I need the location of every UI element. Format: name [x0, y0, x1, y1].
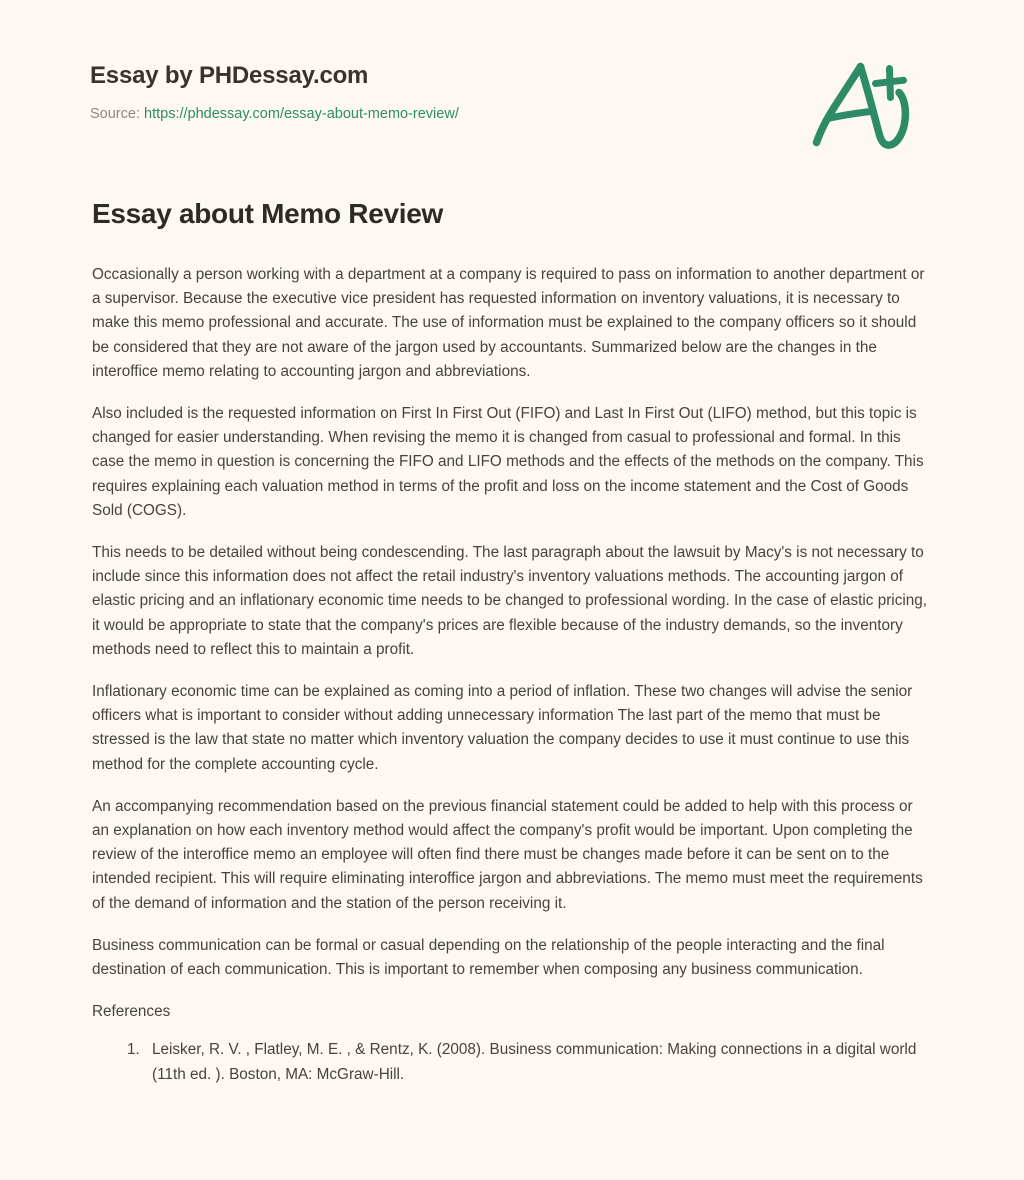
body-paragraph: Business communication can be formal or casual depending on the relationship of the people interacting and the final destination of each communication. This is important to remember when composing any business communication.: [92, 936, 885, 979]
references-heading: References: [92, 1003, 171, 1021]
body-paragraph: Inflationary economic time can be explained as coming into a period of inflation. These two changes will advise the senior officers what is important to consider without adding unnecessary information The last part of the memo that must be stressed is the law that state no matter which inventory valuation the company decides to use it must continue to use this method for the complete accounting cycle.: [92, 683, 913, 773]
body-paragraph: An accompanying recommendation based on the previous financial statement could be added to help with this process or an explanation on how each inventory method would affect the company's profit would be important. Upon completing the review of the interoffice memo an employee will often find there must be changes made before it can be sent on to the intended recipient. This will require eliminating interoffice jargon and abbreviations. The memo must meet the requirements of the demand of information and the station of the person receiving it.: [92, 797, 923, 912]
source-label: Source:: [90, 105, 140, 122]
document-body: [0, 196, 1024, 1091]
page-header: [0, 0, 1024, 152]
a-plus-handwritten-logo-icon: [802, 56, 920, 152]
reference-item: 1. Leisker, R. V. , Flatley, M. E. , & Rentz, K. (2008). Business communication: Making connections in a digital world (11th ed. ). Boston, MA: McGraw-Hill.: [144, 1038, 932, 1086]
page-title: Essay about Memo Review: [92, 198, 444, 229]
body-paragraph: This needs to be detailed without being condescending. The last paragraph about the lawsuit by Macy's is not necessary to include since this information does not affect the retail industry's inventory valuations methods. The accounting jargon of elastic pricing and an inflationary economic time needs to be changed to professional wording. In the case of elastic pricing, it would be appropriate to state that the company's prices are flexible because of the industry demands, so the inventory methods need to reflect this to maintain a profit.: [92, 544, 928, 658]
brand-title: Essay by PHDessay.com: [90, 62, 369, 89]
brand-block: [90, 62, 459, 124]
body-paragraph: Occasionally a person working with a department at a company is required to pass on information to another department or a supervisor. Because the executive vice president has requested information on inventory valuations, it is necessary to make this memo professional and accurate. The use of information must be explained to the company officers so it should be considered that they are not aware of the jargon used by accountants. Summarized below are the changes in the interoffice memo relating to accounting jargon and abbreviations.: [92, 266, 925, 380]
source-url-link[interactable]: https://phdessay.com/essay-about-memo-review/: [144, 105, 459, 122]
source-line: [90, 105, 459, 124]
references-list: [92, 1038, 932, 1086]
body-paragraph: Also included is the requested information on First In First Out (FIFO) and Last In First Out (LIFO) method, but this topic is changed for easier understanding. When revising the memo it is changed from casual to professional and formal. In this case the memo in question is concerning the FIFO and LIFO methods and the effects of the methods on the company. This requires explaining each valuation method in terms of the profit and loss on the income statement and the Cost of Goods Sold (COGS).: [92, 405, 924, 519]
